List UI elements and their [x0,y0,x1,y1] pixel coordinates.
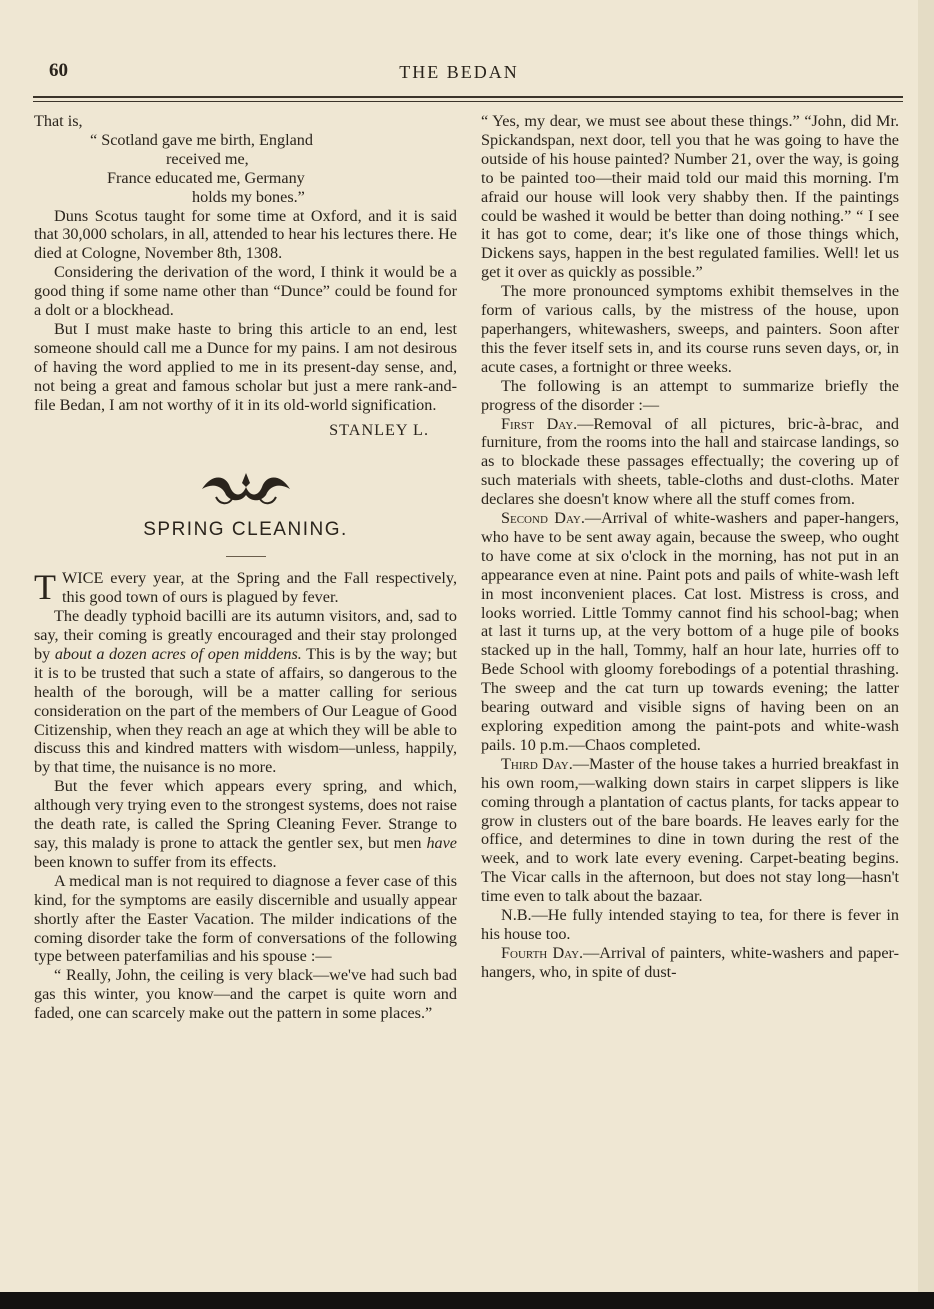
paragraph [481,944,899,982]
paragraph: A medical man is not required to diagnose a fever case of this kind, for the symptoms are easily discernible and usually appear shortly after the Easter Vacation. The milder indications of the coming disorder take the form of conversations of the following type between paterfamilias and his spouse :— [34,871,457,966]
italic-text: have [426,834,457,852]
author-signature: STANLEY L. [329,420,429,439]
small-caps-word: WICE [62,569,104,588]
day-label: Fourth Day. [501,943,584,962]
paragraph-text: This is by the way; but it is to be trusted that such a state of affairs, so dangerous to the health of the borough, will be a matter calling for serious consideration on the part of the members of Our League of Good Citizenship, when they reach an age at which they will be able to discuss this and kindred matters with wisdom—unless, happily, by that time, the nuisance is no more. [34,644,457,777]
paragraph: Considering the derivation of the word, I think it would be a good thing if some name other than “Dunce” could be found for a dolt or a blockhead. [34,263,457,320]
paragraph [34,569,457,607]
paragraph-text: —Master of the house takes a hurried breakfast in his own room,—walking down stairs in carpet slippers is like coming through a plantation of cactus plants, for tacks appear to grow in clusters out of the bare boards. He leaves early for the office, and determines to dine in town during the rest of the week, and to work late every evening. Carpet-beating begins. The Vicar calls in the afternoon, but does not stay long—hasn't time even to talk about the bazaar. [481,754,900,906]
paragraph: That is, [34,112,83,130]
verse-line: “ Scotland gave me birth, England [90,130,313,149]
paragraph-text: —Removal of all pictures, bric-à-brac, and furniture, from the rooms into the hall and staircase landings, so as to blockade these passages effectually; the covering up of such materials with sheets, table-cloths and dust-cloths. Mater declares she doesn't know where all the stuff comes from. [481,414,899,509]
header-rule [33,96,903,98]
italic-text: about a dozen acres of open middens. [54,644,302,663]
paragraph-text: been known to suffer from its effects. [34,852,277,871]
paragraph: The following is an attempt to summarize briefly the progress of the disorder :— [481,376,899,414]
verse-line: France educated me, Germany [107,168,305,187]
page-number: 60 [49,60,68,81]
paragraph [34,607,457,777]
header-rule-thin [33,101,903,102]
day-label: Third Day. [501,754,573,773]
scan-shadow [0,1292,934,1309]
paragraph: “ Really, John, the ceiling is very black—we've had such bad gas this winter, you know—and the carpet is quite worn and faded, one can scarcely make out the pattern in some places.” [34,966,457,1023]
paragraph-text: every year, at the Spring and the Fall respectively, this good town of ours is plagued by fever. [62,569,457,607]
verse-line: holds my bones.” [192,187,305,206]
ornament-icon [196,467,296,507]
right-column [481,112,899,982]
paragraph-text: The deadly typhoid bacilli are its autumn visitors, and, sad to say, their coming is greatly encouraged and their stay prolonged by [34,607,457,663]
paragraph-text: But the fever which appears every spring, and which, although very trying even to the strongest systems, does not raise the death rate, is called the Spring Cleaning Fever. Strange to say, this malady is prone to attack the gentler sex, but men [34,777,457,852]
day-label: First Day. [501,414,578,433]
paragraph: But I must make haste to bring this article to an end, lest someone should call me a Dunce for my pains. I am not desirous of having the word applied to me in its present-day sense, and, not being a great and famous scholar but just a mere rank-and-file Bedan, I am not worthy of it in its old-world signification. [34,319,457,414]
day-label: Second Day. [501,509,585,528]
paragraph [481,755,899,906]
page-edge [918,0,934,1292]
paragraph: Duns Scotus taught for some time at Oxford, and it is said that 30,000 scholars, in all, attended to hear his lectures there. He died at Cologne, November 8th, 1308. [34,206,457,263]
paragraph [481,415,899,510]
title-divider [226,556,266,557]
drop-cap: T [34,567,56,608]
paragraph: The more pronounced symptoms exhibit themselves in the form of various calls, by the mistress of the house, upon paperhangers, whitewashers, sweeps, and painters. Soon after this the fever itself sets in, and its course runs seven days, or, in acute cases, a fortnight or three weeks. [481,282,899,376]
paragraph: “ Yes, my dear, we must see about these things.” “John, did Mr. Spickandspan, next door, tell you that he was going to have the outside of his house painted? Number 21, over the way, is going to be painted too—their maid told our maid this morning. I'm afraid our house will look very shabby then. If the paintings could be washed it would be better than doing nothing.” “ I see it has got to come, dear; it's like one of those things which, Dickens says, happen in the best regulated families. Well! let us get it over as quickly as possible.” [481,112,899,282]
paragraph-text: —Arrival of painters, white-washers and paper-hangers, who, in spite of dust- [481,943,899,981]
paragraph [34,777,457,872]
article-title: SPRING CLEANING. [143,519,348,541]
running-title: THE BEDAN [399,62,519,82]
paragraph: N.B.—He fully intended staying to tea, for there is fever in his house too. [481,906,899,943]
left-column [34,112,457,1023]
paragraph-text: —Arrival of white-washers and paper-hangers, who have to be sent away again, because the sweep, who ought to have come at six o'clock in the morning, has not put in an appearance even at nine. Paint pots and pails of white-wash left in most inconvenient places. Cat lost. Mistress is cross, and looks worried. Little Tommy cannot find his school-bag; when at last it turns up, at the very bottom of a huge pile of books stacked up in the hall, Tommy, half an hour late, hurries off to Bede School with gloomy forebodings of a potential thrashing. The sweep and the cat turn up towards evening; the latter bearing outward and visible signs of having been on an exploring expedition among the paint-pots and white-wash pails. 10 p.m.—Chaos completed. [481,509,899,754]
paragraph [481,509,899,755]
verse-line: received me, [166,149,249,168]
